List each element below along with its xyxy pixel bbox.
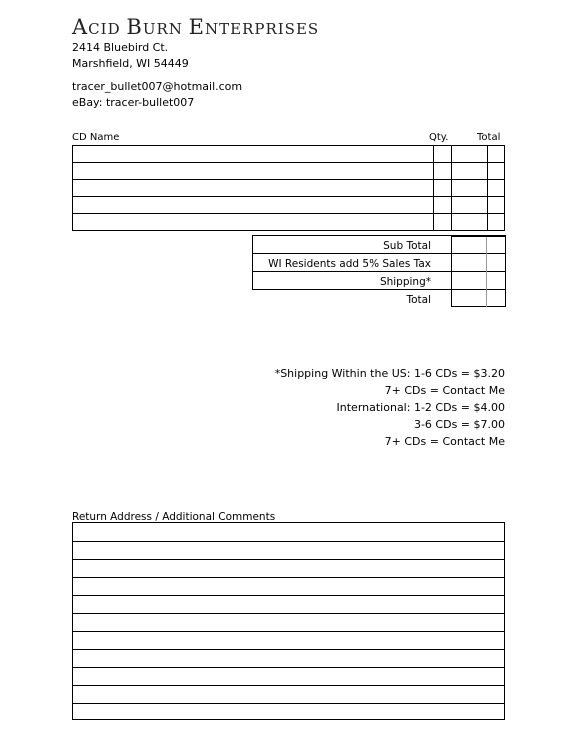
order-table: [72, 145, 505, 231]
comment-line: [73, 595, 504, 596]
total-cell[interactable]: [451, 163, 487, 180]
qty-cell[interactable]: [433, 146, 451, 163]
order-row: [73, 146, 505, 163]
total-cents-cell[interactable]: [487, 197, 504, 214]
cd-name-cell[interactable]: [73, 214, 434, 231]
shipping-info-line: *Shipping Within the US: 1-6 CDs = $3.20: [274, 367, 505, 380]
comment-line: [73, 649, 504, 650]
shipping-info-line: 3-6 CDs = $7.00: [413, 418, 505, 431]
comment-line: [73, 613, 504, 614]
total-cell[interactable]: [451, 180, 487, 197]
comment-line: [73, 631, 504, 632]
total-cell[interactable]: [451, 197, 487, 214]
shipping-info-line: International: 1-2 CDs = $4.00: [336, 401, 505, 414]
cd-name-cell[interactable]: [73, 180, 434, 197]
cd-name-cell[interactable]: [73, 197, 434, 214]
total-cents-cell[interactable]: [487, 163, 504, 180]
header-qty: Qty.: [429, 132, 449, 143]
address-line-1: 2414 Bluebird Ct.: [72, 41, 169, 54]
shipping-info-line: 7+ CDs = Contact Me: [384, 435, 505, 448]
company-name-part: BURN: [126, 15, 189, 39]
comments-label: Return Address / Additional Comments: [72, 511, 276, 523]
total-cell[interactable]: [451, 146, 487, 163]
total-cents-cell[interactable]: [487, 146, 504, 163]
qty-cell[interactable]: [433, 180, 451, 197]
comment-line: [73, 559, 504, 560]
company-name: [72, 15, 319, 39]
subtotal-label: Sub Total: [383, 240, 431, 252]
shipping-info-line: 7+ CDs = Contact Me: [384, 384, 505, 397]
comment-line: [73, 541, 504, 542]
company-name-part: ACID: [72, 15, 127, 39]
total-cents-cell[interactable]: [487, 214, 504, 231]
cd-name-cell[interactable]: [73, 146, 434, 163]
qty-cell[interactable]: [433, 163, 451, 180]
comment-line: [73, 577, 504, 578]
comment-line: [73, 667, 504, 668]
order-row: [73, 180, 505, 197]
comment-line: [73, 703, 504, 704]
total-cell[interactable]: [451, 214, 487, 231]
order-row: [73, 214, 505, 231]
cd-name-cell[interactable]: [73, 163, 434, 180]
header-total: Total: [477, 132, 501, 143]
email-address: tracer_bullet007@hotmail.com: [72, 80, 243, 93]
ebay-id: eBay: tracer-bullet007: [72, 96, 195, 109]
order-row: [73, 163, 505, 180]
address-line-2: Marshfield, WI 54449: [72, 57, 189, 70]
order-row: [73, 197, 505, 214]
shipping-label: Shipping*: [379, 276, 431, 288]
company-name-part: ENTERPRISES: [188, 15, 320, 39]
total-label: Total: [406, 294, 431, 306]
header-cd-name: CD Name: [72, 132, 120, 143]
summary-box: [252, 235, 505, 307]
sales-tax-label: WI Residents add 5% Sales Tax: [268, 258, 431, 270]
qty-cell[interactable]: [433, 214, 451, 231]
comment-line: [73, 685, 504, 686]
qty-cell[interactable]: [433, 197, 451, 214]
comments-box[interactable]: [72, 522, 505, 720]
total-cents-cell[interactable]: [487, 180, 504, 197]
